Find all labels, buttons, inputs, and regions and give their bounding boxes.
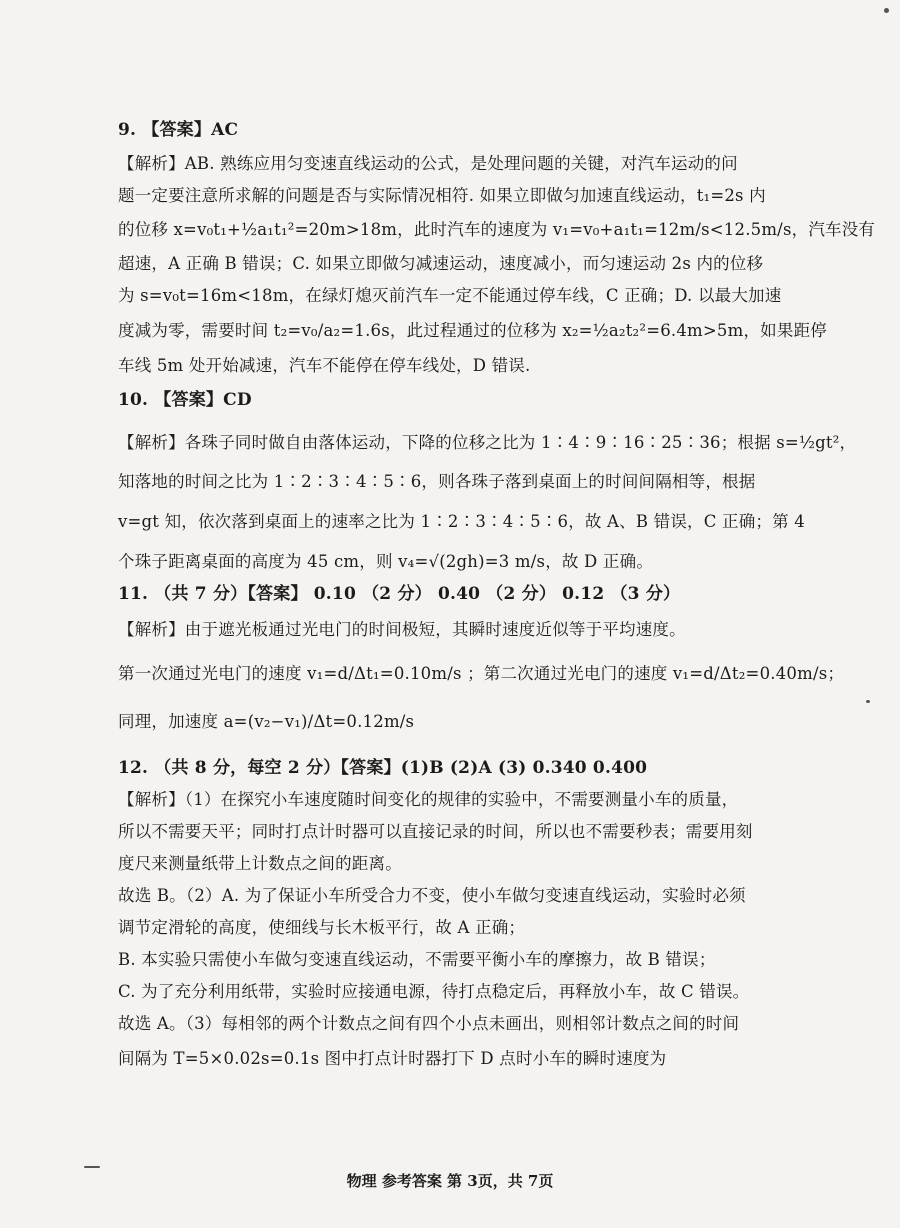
question-12	[118, 752, 818, 1078]
q12-line: 度尺来测量纸带上计数点之间的距离。	[118, 854, 402, 873]
q9-line: 的位移 x=v₀t₁+½a₁t₁²=20m>18m，此时汽车的速度为 v₁=v₀+a₁t₁=12m/s<12.5m/s，汽车没有	[118, 220, 876, 239]
q9-answer-heading: 9. 【答案】AC	[118, 120, 239, 140]
q12-line: 调节定滑轮的高度，使细线与长木板平行，故 A 正确；	[118, 918, 526, 937]
q9-explanation	[118, 148, 876, 382]
q10-answer-heading: 10. 【答案】CD	[118, 390, 252, 410]
scan-speck	[84, 1166, 100, 1168]
page-footer: 物理 参考答案 第 3页，共 7页	[346, 1172, 554, 1190]
scan-speck	[866, 700, 870, 703]
q10-line: v=gt 知，依次落到桌面上的速率之比为 1∶2∶3∶4∶5∶6，故 A、B 错误，C 正确；第 4	[118, 512, 805, 531]
q12-line: 【解析】（1）在探究小车速度随时间变化的规律的实验中，不需要测量小车的质量，	[118, 790, 739, 809]
q10-line: 【解析】各珠子同时做自由落体运动，下降的位移之比为 1∶4∶9∶16∶25∶36；根据 s=½gt²，	[118, 433, 857, 452]
q11-answer-heading: 11. （共 7 分）【答案】 0.10 （2 分） 0.40 （2 分） 0.12 （3 分）	[118, 584, 681, 604]
q10-line: 知落地的时间之比为 1∶2∶3∶4∶5∶6，则各珠子落到桌面上的时间间隔相等，根据	[118, 472, 756, 491]
q11-line: 同理，加速度 a=(v₂−v₁)/Δt=0.12m/s	[118, 712, 415, 731]
q11-explanation	[118, 614, 845, 742]
q9-line: 超速，A 正确 B 错误；C. 如果立即做匀减速运动，速度减小，而匀速运动 2s 内的位移	[118, 254, 764, 273]
q9-line: 度减为零，需要时间 t₂=v₀/a₂=1.6s，此过程通过的位移为 x₂=½a₂t₂²=6.4m>5m，如果距停	[118, 321, 827, 340]
q12-line: 故选 B。（2）A. 为了保证小车所受合力不变，使小车做匀变速直线运动，实验时必须	[118, 886, 746, 905]
q12-line: C. 为了充分利用纸带，实验时应接通电源，待打点稳定后，再释放小车，故 C 错误。	[118, 982, 750, 1001]
q10-line: 个珠子距离桌面的高度为 45 cm，则 v₄=√(2gh)=3 m/s，故 D 正确。	[118, 552, 654, 571]
scan-speck	[884, 8, 889, 13]
question-11	[118, 578, 845, 742]
q11-line: 第一次通过光电门的速度 v₁=d/Δt₁=0.10m/s ；第二次通过光电门的速度 v₁=d/Δt₂=0.40m/s；	[118, 664, 845, 683]
q9-line: 题一定要注意所求解的问题是否与实际情况相符. 如果立即做匀加速直线运动，t₁=2s 内	[118, 186, 766, 205]
question-10	[118, 384, 857, 582]
q11-line: 【解析】由于遮光板通过光电门的时间极短，其瞬时速度近似等于平均速度。	[118, 620, 686, 639]
question-9	[118, 114, 876, 382]
q12-line: 间隔为 T=5×0.02s=0.1s 图中打点计时器打下 D 点时小车的瞬时速度为	[118, 1049, 667, 1068]
q12-explanation	[118, 784, 818, 1078]
q9-line: 为 s=v₀t=16m<18m，在绿灯熄灭前汽车一定不能通过停车线，C 正确；D. 以最大加速	[118, 286, 782, 305]
q9-line: 【解析】AB. 熟练应用匀变速直线运动的公式，是处理问题的关键，对汽车运动的问	[118, 154, 738, 173]
q9-line: 车线 5m 处开始减速，汽车不能停在停车线处，D 错误.	[118, 356, 531, 375]
q10-explanation	[118, 424, 857, 582]
q12-answer-heading: 12. （共 8 分，每空 2 分）【答案】(1)B (2)A (3) 0.340 0.400	[118, 758, 648, 778]
q12-line: 故选 A。（3）每相邻的两个计数点之间有四个小点未画出，则相邻计数点之间的时间	[118, 1014, 740, 1033]
q12-line: 所以不需要天平；同时打点计时器可以直接记录的时间，所以也不需要秒表；需要用刻	[118, 822, 753, 841]
q12-line: B. 本实验只需使小车做匀变速直线运动，不需要平衡小车的摩擦力，故 B 错误；	[118, 950, 716, 969]
